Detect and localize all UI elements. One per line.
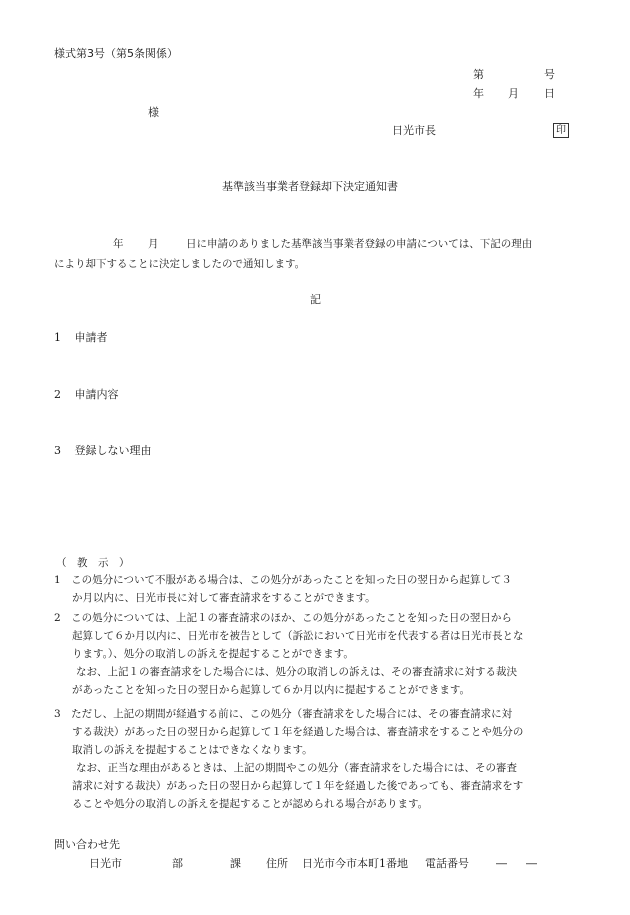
- contact-city: 日光市: [89, 857, 122, 870]
- contact-section: 課: [230, 857, 241, 870]
- form-number: 様式第3号（第5条関係）: [54, 47, 178, 60]
- intro-month: 月: [148, 238, 159, 250]
- item-number: 1: [54, 331, 61, 344]
- date-day: 日: [544, 87, 555, 100]
- intro-line2: により却下することに決定しましたので通知します。: [54, 258, 306, 270]
- item-rejection-reason: [54, 444, 152, 458]
- seal-stamp: 印: [553, 123, 569, 138]
- notice-line: 取消しの訴えを提起することはできなくなります。: [72, 744, 313, 756]
- item-label: 登録しない理由: [74, 444, 152, 457]
- notice-paragraph-1: [54, 571, 512, 607]
- item-application-content: [54, 388, 119, 402]
- notice-line: ります。）、処分の取消しの訴えを提起することができます。: [72, 648, 354, 660]
- notice-line: なお、上記１の審査請求をした場合には、処分の取消しの訴えは、その審査請求に対する裁決: [76, 666, 517, 678]
- notice-line: 請求に対する裁決）があった日の翌日から起算して１年を経過した後であっても、審査請求をす: [72, 780, 524, 792]
- contact-phone-separator: ―: [526, 857, 537, 870]
- item-number: 2: [54, 388, 61, 401]
- issuer-name: 日光市長: [392, 124, 436, 137]
- contact-department: 部: [172, 857, 183, 870]
- intro-year: 年: [113, 238, 124, 250]
- notice-paragraph-2: [54, 609, 524, 699]
- contact-phone-label: 電話番号: [425, 857, 469, 870]
- item-label: 申請者: [74, 331, 108, 344]
- notice-heading: （ 教 示 ）: [56, 557, 130, 569]
- notice-line: があったことを知った日の翌日から起算して６か月以内に提起することができます。: [72, 684, 471, 696]
- document-title: 基準該当事業者登録却下決定通知書: [222, 180, 398, 193]
- notice-line: か月以内に、日光市長に対して審査請求をすることができます。: [72, 592, 376, 604]
- contact-phone-separator: ―: [496, 857, 507, 870]
- notice-line: なお、正当な理由があるときは、上記の期間やこの処分（審査請求をした場合には、その審査: [76, 762, 517, 774]
- item-applicant: [54, 331, 108, 345]
- date-month: 月: [508, 87, 519, 100]
- intro-line1: 日に申請のありました基準該当事業者登録の申請については、下記の理由: [186, 238, 533, 250]
- ki-marker: 記: [310, 293, 321, 306]
- contact-address: 日光市今市本町1番地: [302, 857, 408, 870]
- notice-line: 起算して６か月以内に、日光市を被告として（訴訟において日光市を代表する者は日光市長とな: [72, 630, 524, 642]
- notice-line: 2 この処分については、上記１の審査請求のほか、この処分があったことを知った日の翌日から: [54, 612, 512, 624]
- contact-address-label: 住所: [266, 857, 288, 870]
- addressee-suffix: 様: [148, 106, 159, 119]
- item-label: 申請内容: [74, 388, 119, 401]
- item-number: 3: [54, 444, 61, 457]
- document-number-prefix: 第: [473, 68, 484, 81]
- date-year: 年: [473, 87, 484, 100]
- notice-paragraph-3: [54, 705, 523, 813]
- notice-line: 3 ただし、上記の期間が経過する前に、この処分（審査請求をした場合には、その審査請求に対: [54, 708, 513, 720]
- notice-line: 1 この処分について不服がある場合は、この処分があったことを知った日の翌日から起算して３: [54, 574, 512, 586]
- document-number-suffix: 号: [544, 68, 555, 81]
- notice-line: ることや処分の取消しの訴えを提起することが認められる場合があります。: [72, 798, 429, 810]
- notice-line: する裁決）があった日の翌日から起算して１年を経過した場合は、審査請求をすることや処分の: [72, 726, 524, 738]
- contact-heading: 問い合わせ先: [54, 838, 120, 851]
